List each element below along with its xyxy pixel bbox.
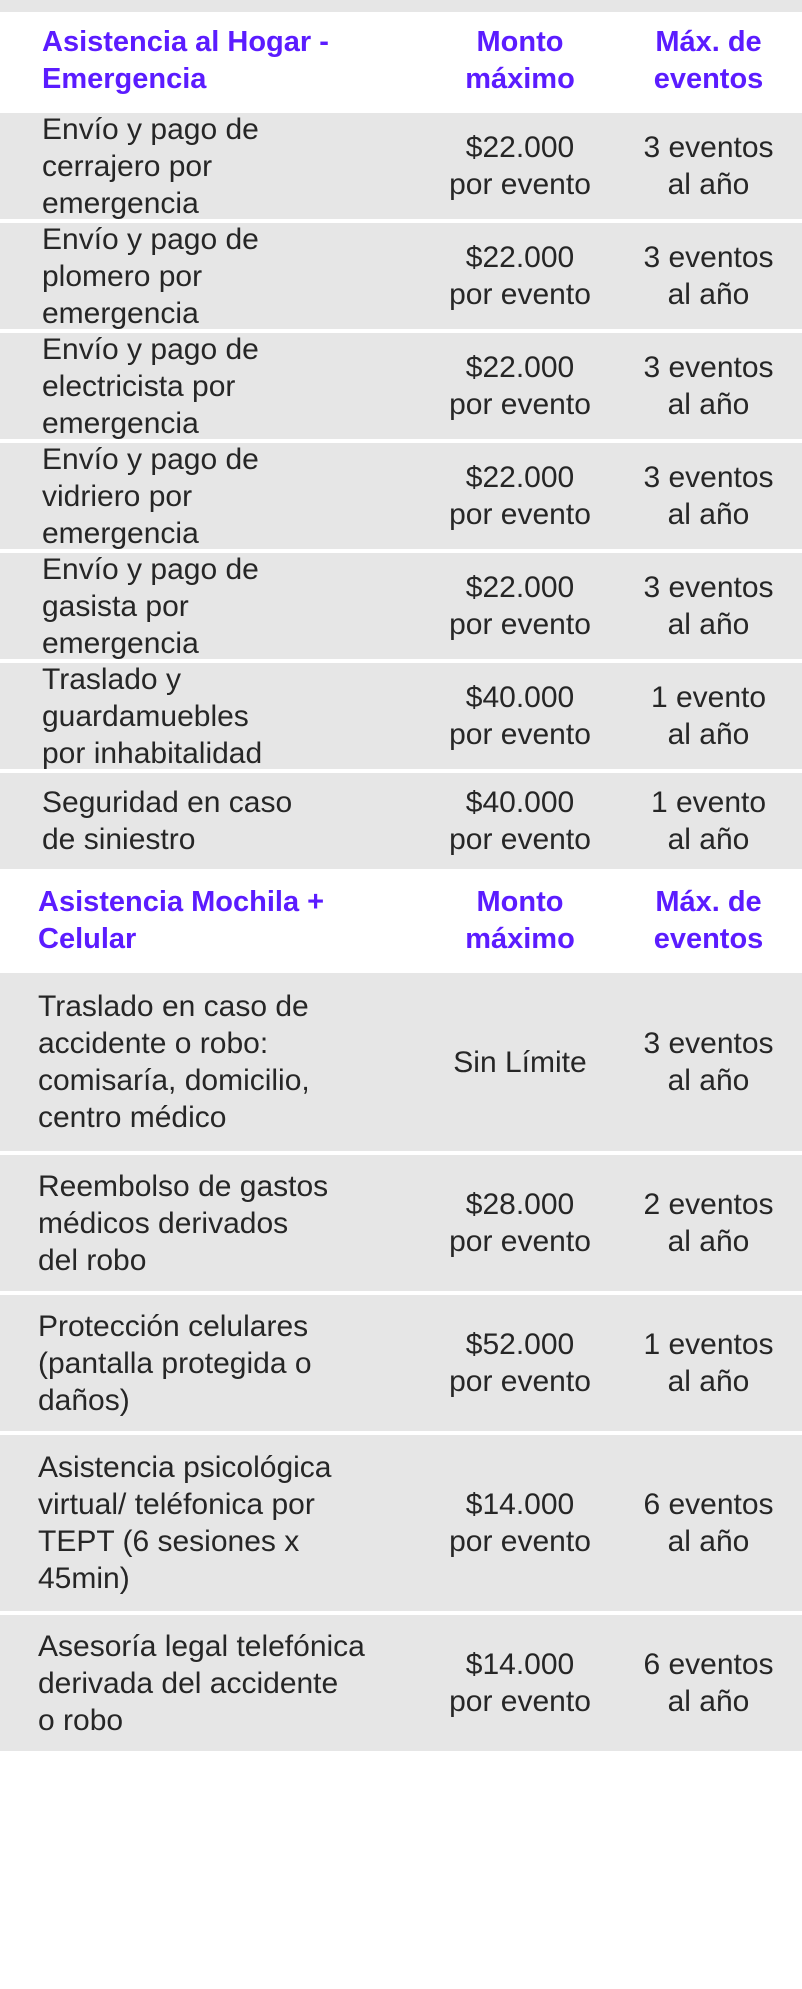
row-max: 3 eventos al año [643,1027,774,1097]
column-header-monto: Monto máximo [465,25,575,95]
row-monto: $14.000 por evento [449,1488,591,1558]
section-header-mochila [0,873,802,969]
table-row [0,443,802,549]
table-row [0,773,802,869]
table-row [0,553,802,659]
column-header-max: Máx. de eventos [653,886,764,955]
column-header-monto: Monto máximo [465,886,575,955]
row-description: Asistencia psicológica virtual/ teléfonica por TEPT (6 sesiones x 45min) [38,1451,332,1595]
table-row [0,663,802,769]
row-monto: $22.000 por evento [449,241,591,311]
row-monto: $22.000 por evento [449,351,591,421]
row-max: 3 eventos al año [643,461,774,531]
row-monto: $40.000 por evento [449,681,591,751]
row-max: 3 eventos al año [643,571,774,641]
row-description: Envío y pago de plomero por emergencia [42,222,259,330]
row-monto: $22.000 por evento [449,571,591,641]
row-max: 6 eventos al año [643,1648,774,1718]
row-description: Envío y pago de gasista por emergencia [42,552,259,660]
table-row [0,223,802,329]
row-description: Seguridad en caso de siniestro [42,786,293,856]
row-monto: Sin Límite [453,1045,587,1079]
row-max: 2 eventos al año [643,1188,774,1258]
table-row [0,113,802,219]
row-monto: $22.000 por evento [449,461,591,531]
row-description: Envío y pago de electricista por emergencia [42,332,259,440]
column-header-max: Máx. de eventos [653,25,764,95]
table-row [0,1295,802,1431]
table-row [0,1435,802,1611]
row-description: Asesoría legal telefónica derivada del accidente o robo [38,1629,365,1737]
row-monto: $52.000 por evento [449,1328,591,1398]
row-description: Reembolso de gastos médicos derivados del robo [38,1169,329,1277]
top-divider [0,0,802,12]
row-max: 6 eventos al año [643,1488,774,1558]
section-header-hogar [0,12,802,109]
row-description: Traslado y guardamuebles por inhabitalidad [42,662,263,770]
row-max: 1 eventos al año [643,1328,774,1398]
row-monto: $22.000 por evento [449,131,591,201]
row-max: 3 eventos al año [643,351,774,421]
section-title: Asistencia Mochila + Celular [38,886,325,955]
assistance-table [0,12,802,1755]
row-max: 3 eventos al año [643,241,774,311]
table-row [0,1155,802,1291]
table-row [0,1615,802,1751]
row-max: 1 evento al año [650,786,767,856]
row-description: Traslado en caso de accidente o robo: comisaría, domicilio, centro médico [38,990,310,1134]
row-monto: $40.000 por evento [449,786,591,856]
row-max: 3 eventos al año [643,131,774,201]
row-monto: $14.000 por evento [449,1648,591,1718]
row-description: Envío y pago de cerrajero por emergencia [42,112,259,220]
table-row [0,973,802,1151]
row-description: Envío y pago de vidriero por emergencia [42,442,259,550]
table-row [0,333,802,439]
row-monto: $28.000 por evento [449,1188,591,1258]
row-max: 1 evento al año [650,681,767,751]
row-description: Protección celulares (pantalla protegida o daños) [38,1309,312,1417]
section-title: Asistencia al Hogar - Emergencia [42,25,329,95]
